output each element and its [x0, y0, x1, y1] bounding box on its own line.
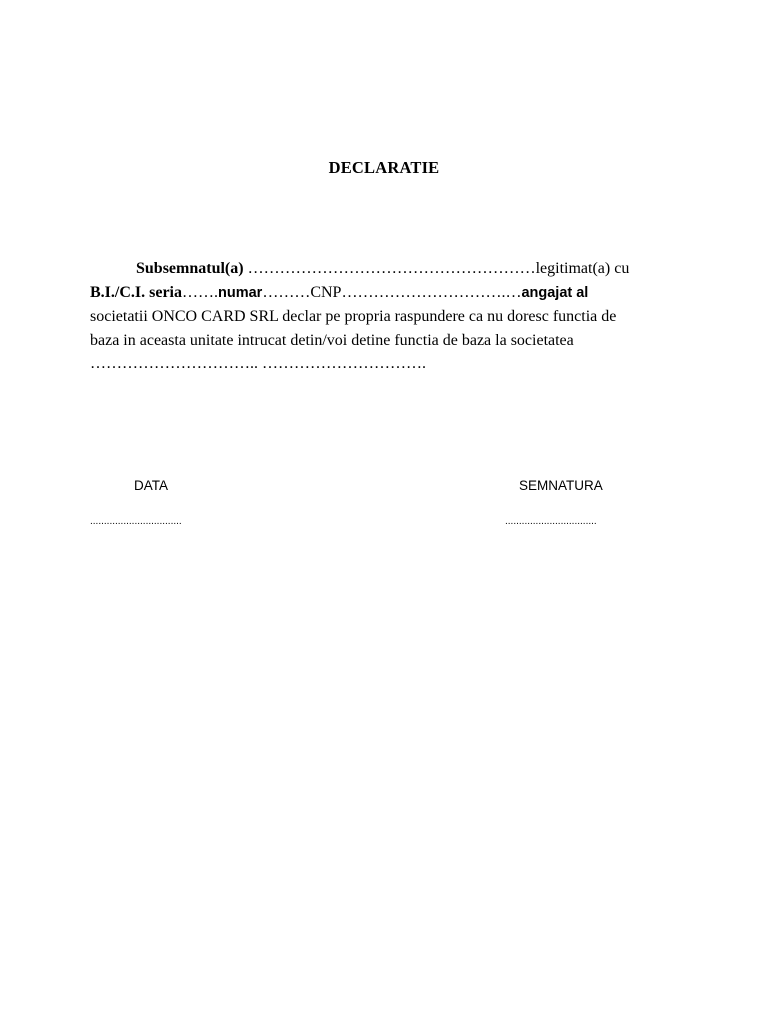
seria-blank: ……. [182, 283, 218, 301]
data-signature-line: ................................. [90, 516, 182, 527]
numar-label: numar [218, 284, 263, 301]
legitimat-text: legitimat(a) cu [535, 260, 630, 277]
cnp-label: CNP [310, 283, 342, 301]
bi-ci-seria-label: B.I./C.I. seria [90, 283, 182, 301]
paragraph-line-3: societatii ONCO CARD SRL declar pe propria raspundere ca nu doresc functia de [90, 308, 617, 325]
declaration-paragraph [90, 257, 680, 376]
paragraph-line-4: baza in aceasta unitate intrucat detin/voi detine functia de baza la societatea [90, 331, 574, 349]
paragraph-line-2 [90, 281, 680, 306]
document-title: DECLARATIE [328, 158, 440, 177]
semnatura-label: SEMNATURA [519, 478, 603, 493]
cnp-blank: ………………………….… [341, 283, 522, 301]
name-blank: ……………………………………………… [243, 260, 536, 277]
semnatura-signature-line: ................................. [505, 516, 597, 527]
paragraph-line-1 [90, 257, 680, 281]
subsemnatul-label: Subsemnatul(a) [136, 260, 244, 277]
paragraph-line-5: ………………………….. …………………………. [90, 355, 426, 372]
angajat-label: angajat al [521, 284, 589, 301]
data-label: DATA [134, 478, 169, 493]
numar-blank: ……… [262, 283, 311, 301]
